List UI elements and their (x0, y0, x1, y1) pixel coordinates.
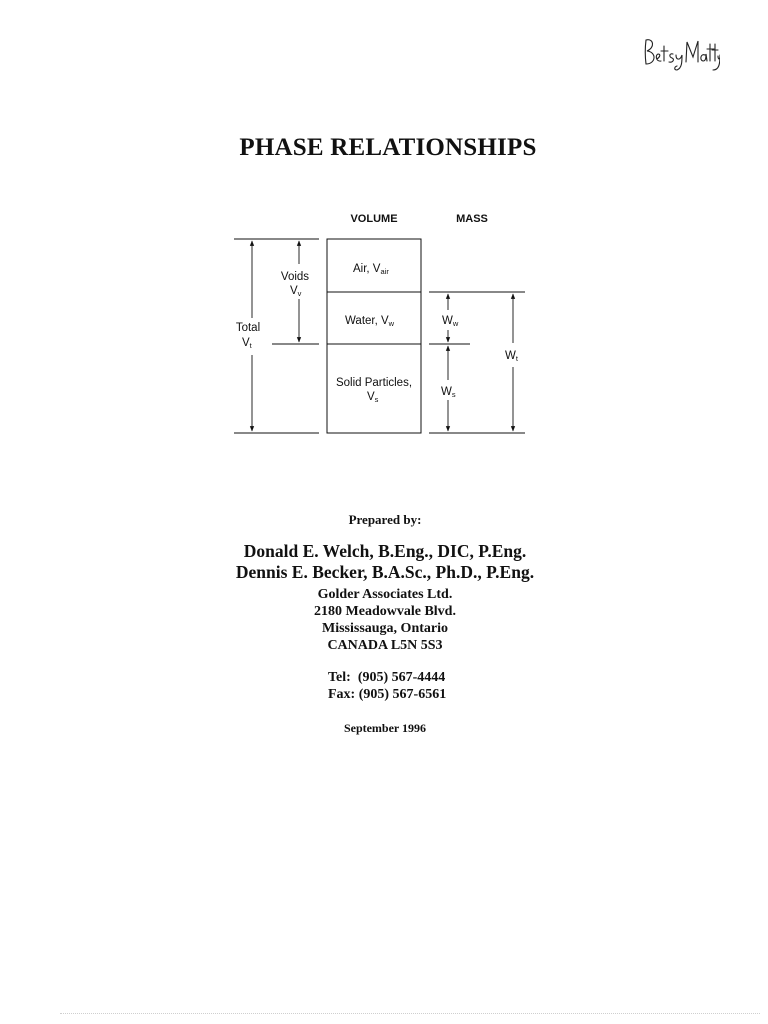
phone-number: Tel: (905) 567-4444 (328, 670, 446, 685)
solid-label: Solid Particles, (335, 377, 413, 389)
voids-label: Voids (280, 271, 310, 283)
mass-header: MASS (456, 213, 488, 225)
vv-label: Vv (290, 285, 302, 298)
publication-date: September 1996 (343, 721, 427, 735)
water-label: Water, Vw (345, 315, 395, 328)
contact-block (328, 669, 446, 703)
page-bottom-edge (60, 1013, 760, 1014)
fax-number: Fax: (905) 567-6561 (328, 687, 447, 702)
authors-block (0, 541, 768, 583)
company-street: 2180 Meadowvale Blvd. (314, 604, 456, 619)
page-title: PHASE RELATIONSHIPS (239, 134, 537, 161)
company-address (0, 586, 768, 654)
company-name: Golder Associates Ltd. (317, 587, 453, 602)
author-name: Dennis E. Becker, B.A.Sc., Ph.D., P.Eng. (235, 562, 535, 582)
ws-label: Ws (441, 386, 456, 399)
author-name: Donald E. Welch, B.Eng., DIC, P.Eng. (243, 541, 527, 561)
company-country: CANADA L5N 5S3 (327, 638, 443, 653)
ww-label: Ww (442, 315, 459, 328)
prepared-by-label: Prepared by: (348, 512, 422, 527)
phase-diagram (0, 0, 768, 460)
vt-label: Vt (242, 337, 252, 350)
company-city: Mississauga, Ontario (321, 621, 448, 636)
volume-header: VOLUME (350, 213, 398, 225)
air-label: Air, Vair (353, 263, 389, 276)
total-label: Total (235, 322, 261, 334)
wt-label: Wt (505, 350, 518, 363)
vs-label: Vs (367, 391, 379, 404)
